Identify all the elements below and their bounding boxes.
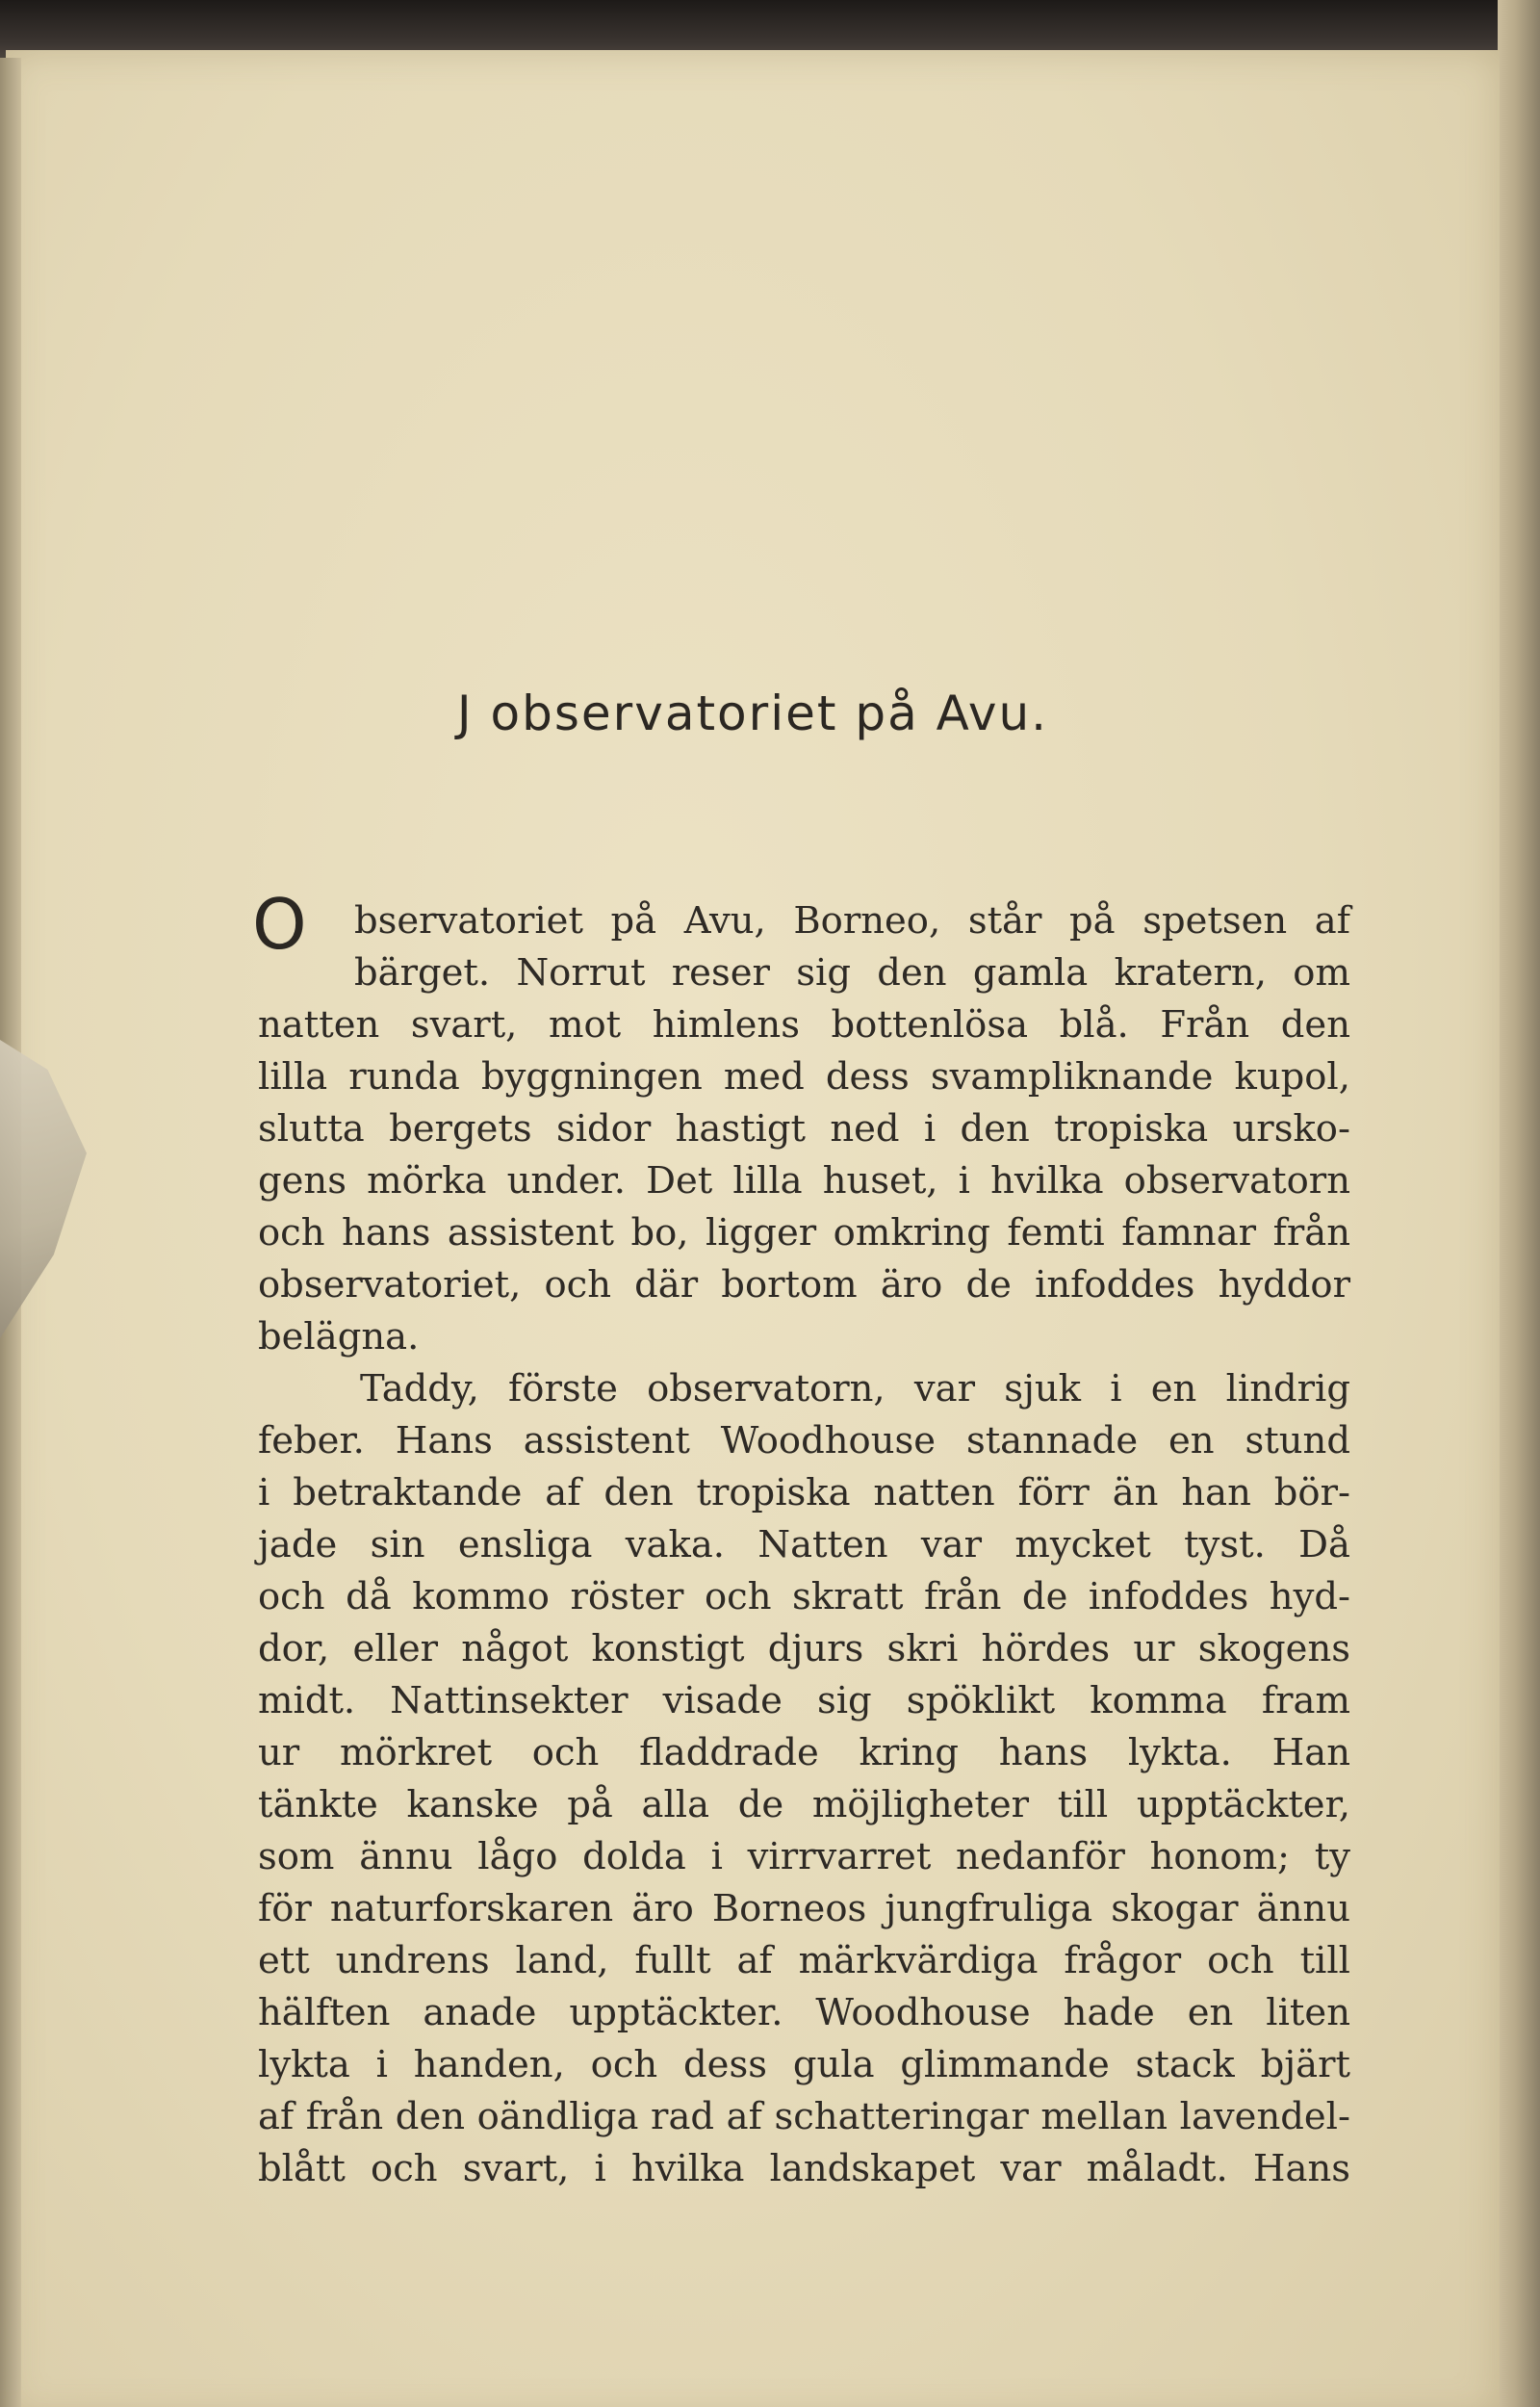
text-line-10: Taddy, förste observatorn, var sjuk i en lindrig xyxy=(360,1367,1350,1411)
chapter-title: J observatoriet på Avu. xyxy=(456,686,1049,741)
text-line-2: bärget. Norrut reser sig den gamla kratern, om xyxy=(354,951,1350,995)
text-line-1: bservatoriet på Avu, Borneo, står på spetsen af xyxy=(354,899,1350,943)
text-line-25: blått och svart, i hvilka landskapet var måladt. Hans xyxy=(258,2147,1350,2190)
text-line-13: jade sin ensliga vaka. Natten var mycket tyst. Då xyxy=(258,1523,1350,1566)
text-line-7: och hans assistent bo, ligger omkring femti famnar från xyxy=(258,1211,1350,1255)
text-line-12: i betraktande af den tropiska natten förr än han bör- xyxy=(258,1471,1350,1514)
text-line-23: lykta i handen, och dess gula glimmande stack bjärt xyxy=(258,2043,1350,2086)
body-text xyxy=(252,884,1350,2195)
text-line-14: och då kommo röster och skratt från de infoddes hyd- xyxy=(258,1575,1350,1618)
text-line-22: hälften anade upptäckter. Woodhouse hade en liten xyxy=(258,1991,1350,2034)
text-line-11: feber. Hans assistent Woodhouse stannade en stund xyxy=(258,1419,1350,1462)
text-line-15: dor, eller något konstigt djurs skri hördes ur skogens xyxy=(258,1627,1350,1670)
text-line-24: af från den oändliga rad af schatteringar mellan lavendel- xyxy=(258,2095,1350,2138)
text-line-18: tänkte kanske på alla de möjligheter till upptäckter, xyxy=(258,1783,1350,1826)
drop-cap: O xyxy=(252,884,307,965)
text-line-19: som ännu lågo dolda i virrvarret nedanför honom; ty xyxy=(258,1835,1350,1878)
text-line-20: för naturforskaren äro Borneos jungfruliga skogar ännu xyxy=(258,1887,1350,1930)
text-line-5: slutta bergets sidor hastigt ned i den tropiska ursko- xyxy=(258,1107,1350,1151)
text-line-3: natten svart, mot himlens bottenlösa blå. Från den xyxy=(258,1003,1350,1047)
text-line-16: midt. Nattinsekter visade sig spöklikt komma fram xyxy=(258,1679,1350,1722)
text-line-8: observatoriet, och där bortom äro de infoddes hyddor xyxy=(258,1263,1350,1307)
page-edge-right xyxy=(1498,0,1540,2407)
text-line-6: gens mörka under. Det lilla huset, i hvilka observatorn xyxy=(258,1159,1350,1203)
text-line-17: ur mörkret och fladdrade kring hans lykta. Han xyxy=(258,1731,1350,1774)
text-line-9: belägna. xyxy=(258,1315,420,1359)
text-line-4: lilla runda byggningen med dess svampliknande kupol, xyxy=(258,1055,1350,1099)
page-sheet xyxy=(6,50,1500,2407)
text-line-21: ett undrens land, fullt af märkvärdiga frågor och till xyxy=(258,1939,1350,1982)
